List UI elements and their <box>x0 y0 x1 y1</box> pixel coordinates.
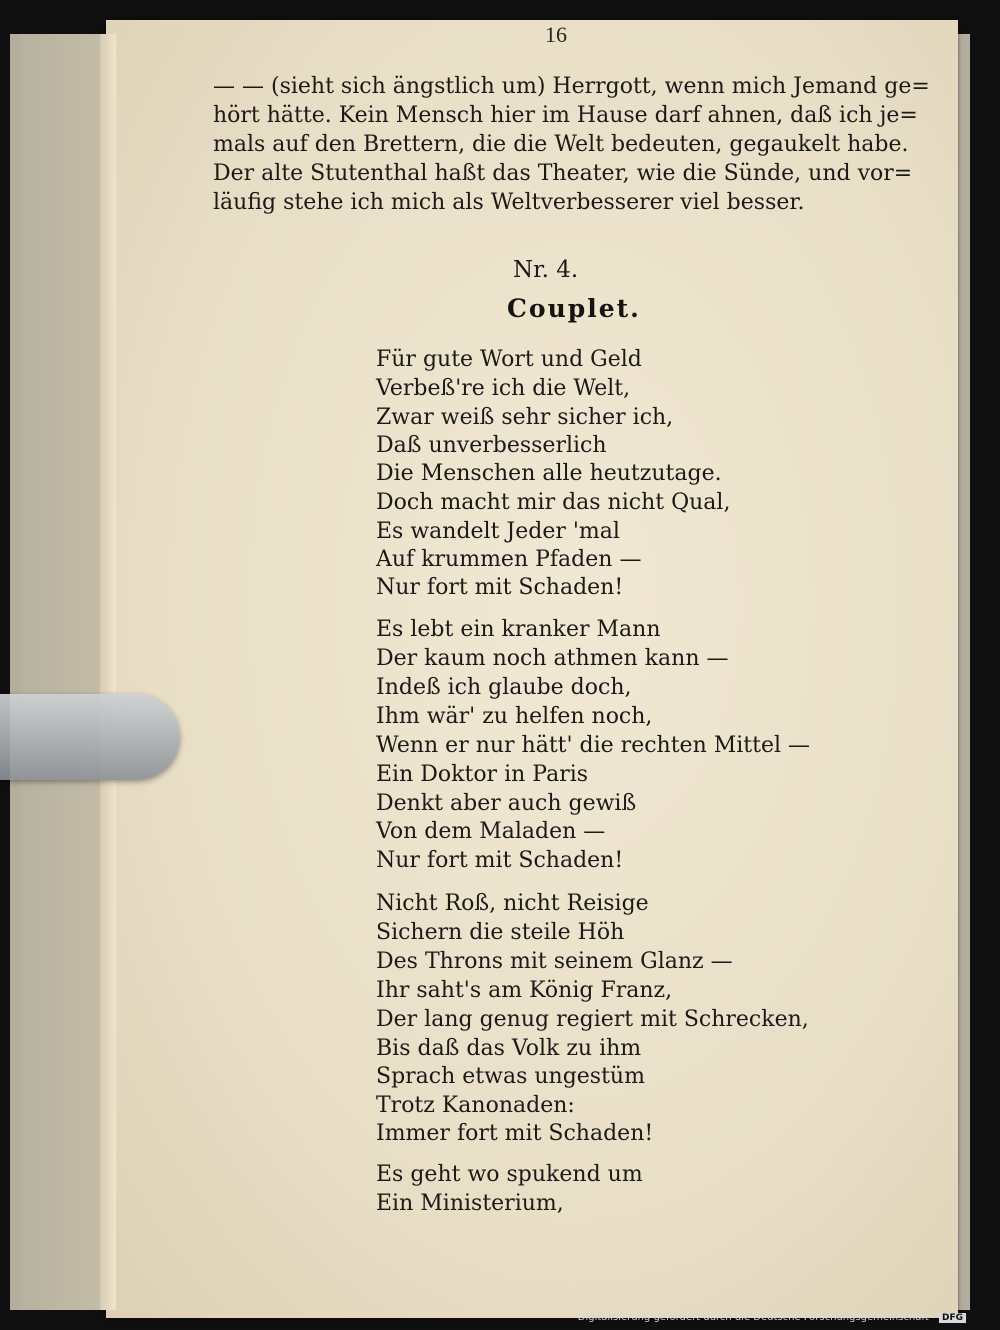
verse-line: Daß unverbesserlich <box>376 433 607 458</box>
verse-line: Zwar weiß sehr sicher ich, <box>376 405 674 430</box>
verse-line: Bis daß das Volk zu ihm <box>376 1036 642 1061</box>
funding-credit <box>578 1312 966 1323</box>
prose-line: läufig stehe ich mich als Weltverbesserer viel besser. <box>213 190 805 215</box>
verse-line: Ihr saht's am König Franz, <box>376 978 673 1003</box>
verse-line: Sichern die steile Höh <box>376 920 625 945</box>
prose-line: mals auf den Brettern, die die Welt bedeuten, gegaukelt habe. <box>213 132 909 157</box>
verse-line: Es geht wo spukend um <box>376 1162 643 1187</box>
verse-line: Ein Ministerium, <box>376 1191 564 1216</box>
verse-line: Denkt aber auch gewiß <box>376 791 637 816</box>
verse-line: Nicht Roß, nicht Reisige <box>376 891 649 916</box>
dfg-logo: DFG <box>939 1313 966 1323</box>
verse-line: Ein Doktor in Paris <box>376 762 589 787</box>
verse-line: Nur fort mit Schaden! <box>376 575 624 600</box>
prose-line: Der alte Stutenthal haßt das Theater, wie die Sünde, und vor= <box>213 161 913 186</box>
verse-line: Für gute Wort und Geld <box>376 347 642 372</box>
verse-line: Auf krummen Pfaden — <box>376 547 642 572</box>
couplet-title: Couplet. <box>507 294 641 323</box>
verse-line: Doch macht mir das nicht Qual, <box>376 490 731 515</box>
prose-line: hört hätte. Kein Mensch hier im Hause darf ahnen, daß ich je= <box>213 103 918 128</box>
verse-line: Der kaum noch athmen kann — <box>376 646 729 671</box>
verse-line: Die Menschen alle heutzutage. <box>376 461 722 486</box>
funding-credit-text: Digitalisierung gefördert durch die Deutsche Forschungsgemeinschaft · <box>577 1312 935 1323</box>
verse-line: Ihm wär' zu helfen noch, <box>376 704 653 729</box>
verse-line: Verbeß're ich die Welt, <box>376 376 631 401</box>
page-gutter <box>100 34 116 1310</box>
verse-line: Wenn er nur hätt' die rechten Mittel — <box>376 733 811 758</box>
verse-line: Sprach etwas ungestüm <box>376 1064 645 1089</box>
verse-line: Indeß ich glaube doch, <box>376 675 632 700</box>
verse-line: Von dem Maladen — <box>376 819 606 844</box>
prose-paragraph <box>213 72 930 217</box>
page-number: 16 <box>545 22 567 47</box>
prose-line: — — (sieht sich ängstlich um) Herrgott, wenn mich Jemand ge= <box>213 74 930 99</box>
number-heading: Nr. 4. <box>513 257 579 283</box>
verse-line: Immer fort mit Schaden! <box>376 1121 654 1146</box>
page-holder-clip <box>0 694 180 780</box>
verse-line: Der lang genug regiert mit Schrecken, <box>376 1007 809 1032</box>
verse-line: Des Throns mit seinem Glanz — <box>376 949 733 974</box>
verse-line: Es wandelt Jeder 'mal <box>376 519 620 544</box>
verse-line: Es lebt ein kranker Mann <box>376 617 661 642</box>
verse-line: Trotz Kanonaden: <box>376 1093 575 1118</box>
verse-line: Nur fort mit Schaden! <box>376 848 624 873</box>
